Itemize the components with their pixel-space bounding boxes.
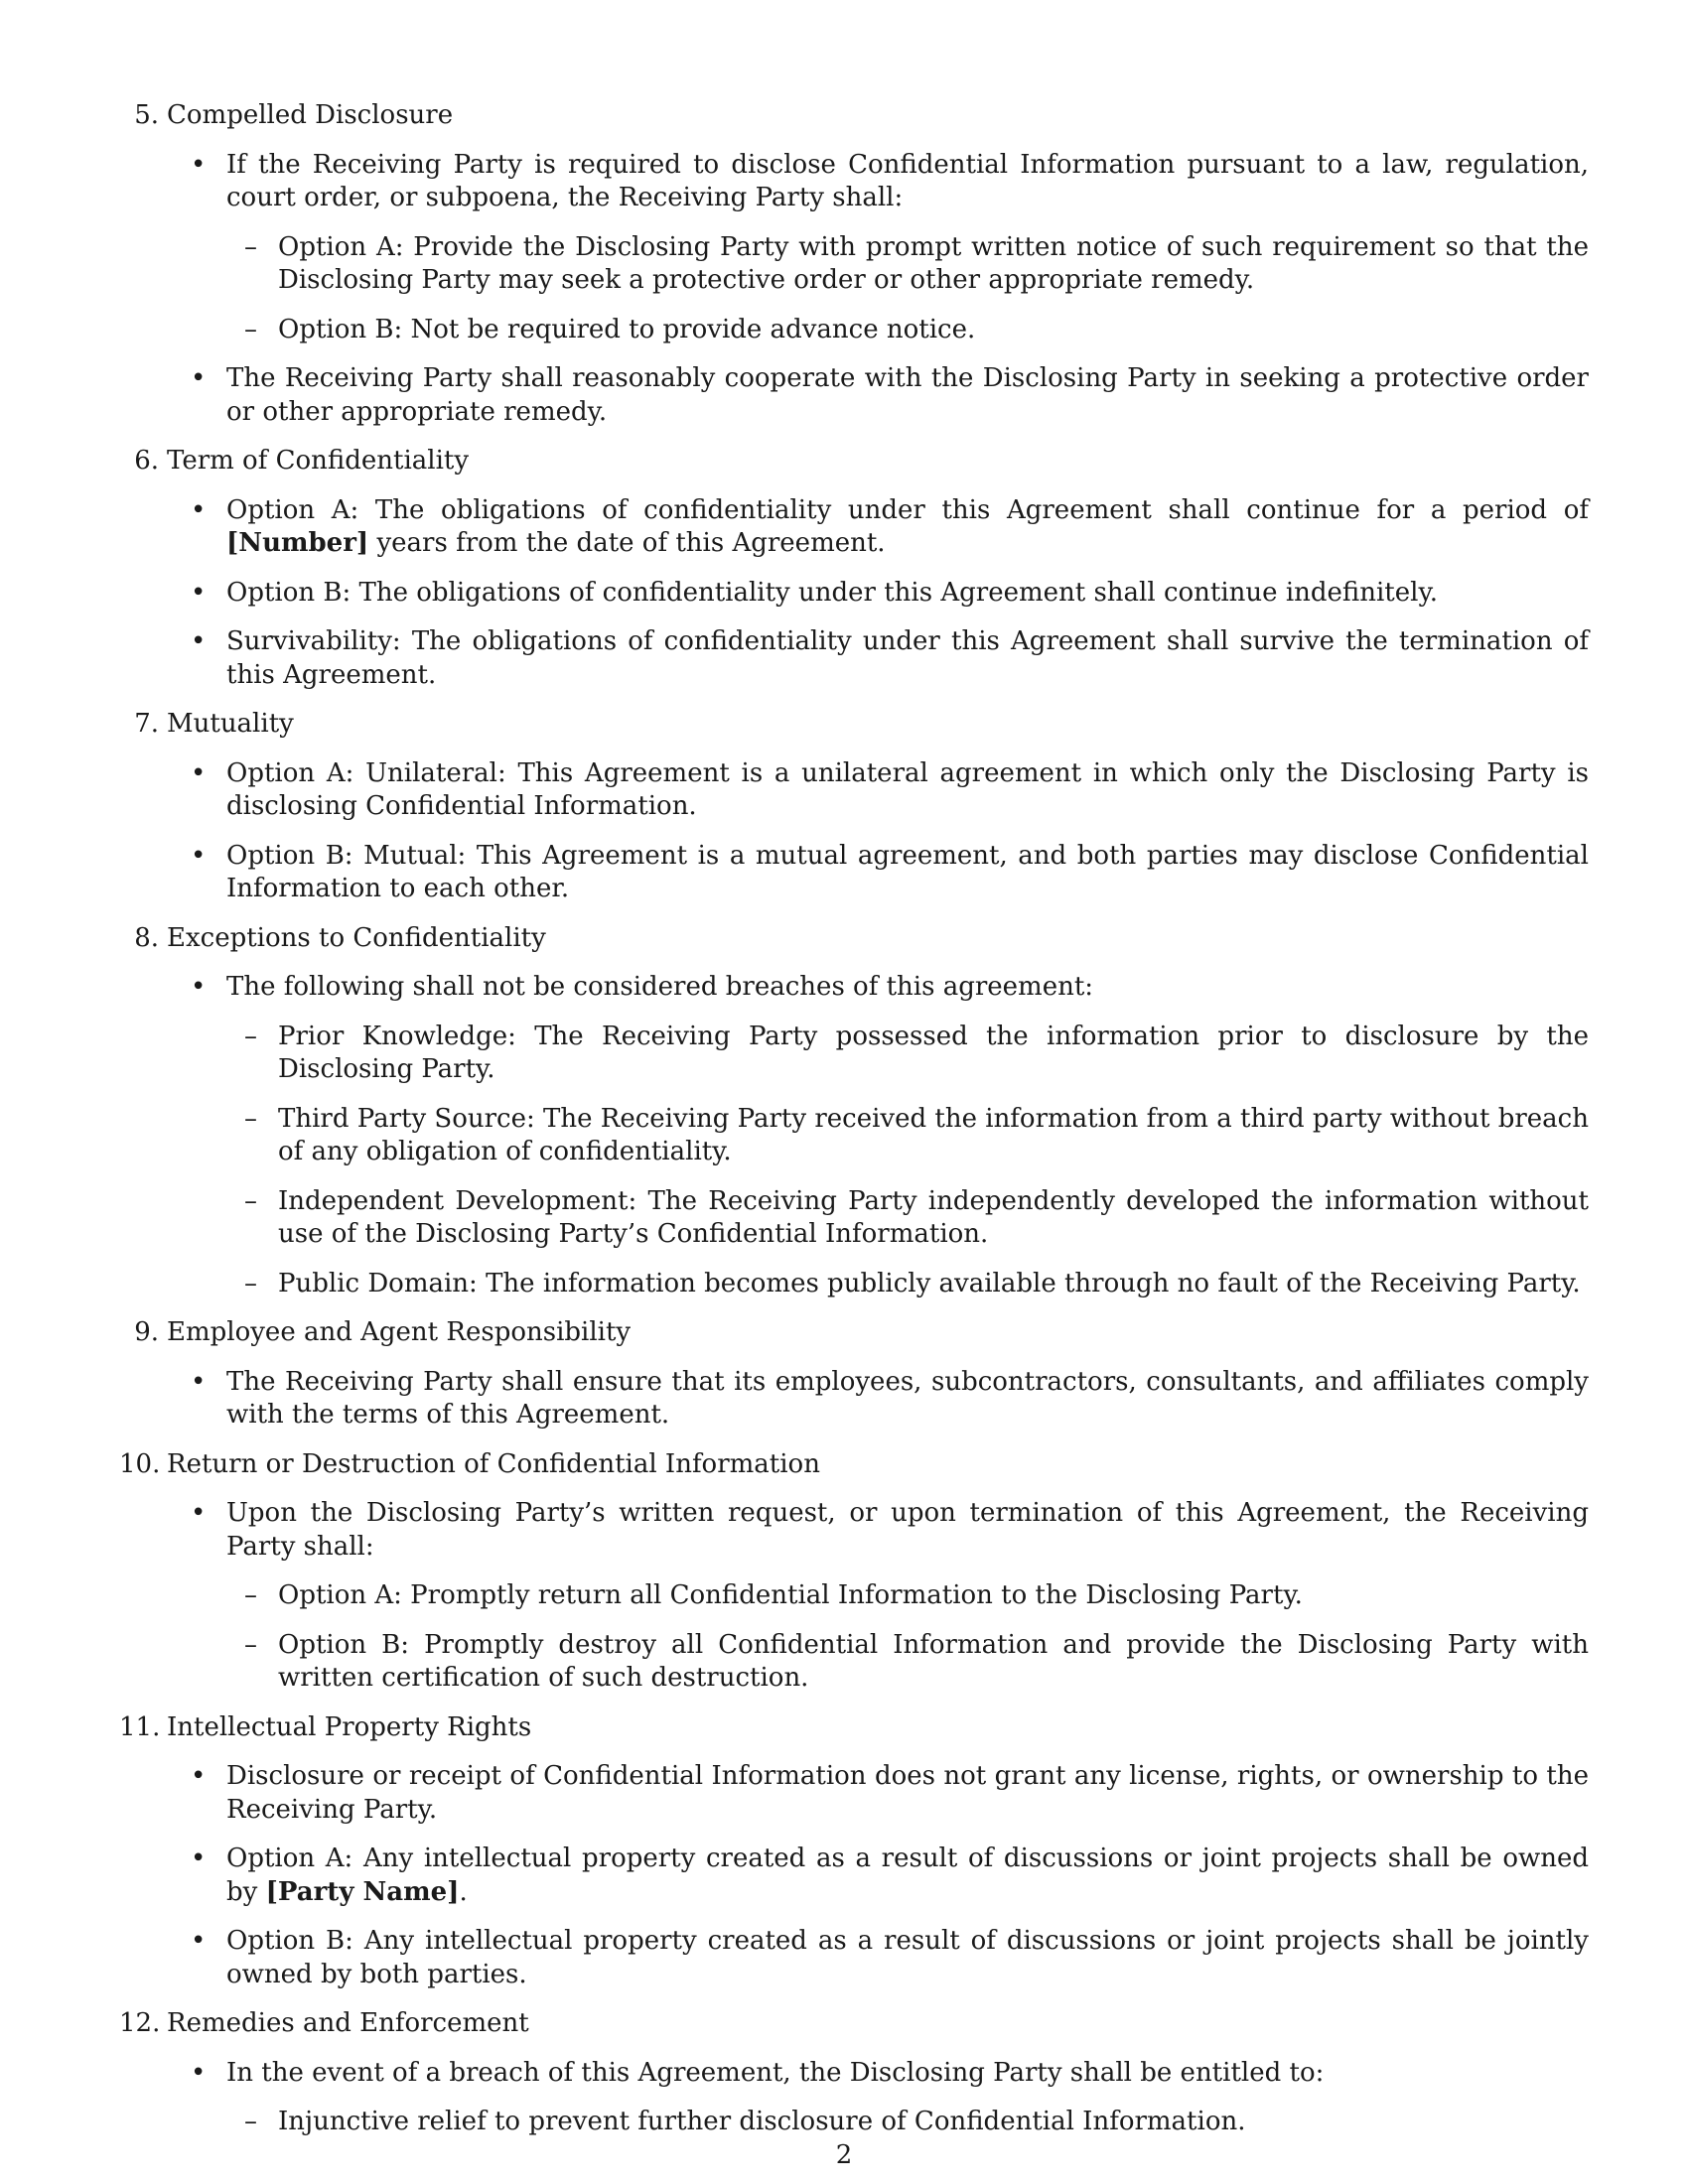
sub-list-item [167,1021,1589,1087]
item-text [278,314,1589,347]
list-item [167,1760,1589,1827]
document-body [119,99,1589,2155]
sub-list-item [167,314,1589,347]
bullet-marker: • [191,149,207,180]
item-text-part: The Receiving Party shall reasonably cooperate with the Disclosing Party in seeking a protective order or other appropriate remedy. [226,363,1589,427]
bullet-marker: • [191,363,207,393]
sub-list-item [167,1103,1589,1169]
list-item [167,1843,1589,1909]
list-item [167,362,1589,429]
item-text [226,1497,1589,1564]
list-item [167,971,1589,1005]
section [119,708,1589,906]
item-text-part: Independent Development: The Receiving Party independently developed the information without use of the Disclosing Party’s Confidential Information. [278,1185,1589,1249]
bullet-marker: • [191,577,207,608]
list-item [167,494,1589,561]
item-text [226,149,1589,215]
section-number: 6. [134,446,159,476]
item-text [226,757,1589,824]
section-title: Intellectual Property Rights [167,1711,532,1742]
section [119,99,1589,429]
bullet-marker: • [191,1843,207,1873]
item-text-part: Disclosure or receipt of Confidential Information does not grant any license, rights, or ownership to the Receiving Party. [226,1761,1589,1825]
list-item [167,577,1589,611]
list-item [167,1366,1589,1433]
placeholder-field: [Party Name] [265,1876,460,1907]
section-title: Mutuality [167,709,294,739]
dash-marker: – [244,231,257,262]
section [119,1711,1589,1992]
sub-list-item [167,1185,1589,1252]
list-item [167,625,1589,692]
dash-marker: – [244,2107,257,2136]
dash-marker: – [244,1580,257,1610]
section-title: Compelled Disclosure [167,100,454,130]
item-text [278,1185,1589,1252]
section-title: Return or Destruction of Confidential Information [167,1448,820,1479]
section-number: 10. [119,1448,161,1479]
item-text [226,494,1589,561]
item-text-part: Option B: Not be required to provide advance notice. [278,314,976,344]
item-text [278,2106,1589,2139]
item-text [278,1103,1589,1169]
item-text-part: Option B: Promptly destroy all Confidential Information and provide the Disclosing Party with written certification of such destruction. [278,1629,1589,1693]
sub-list-item [167,231,1589,298]
item-text-part: Option A: Promptly return all Confidential Information to the Disclosing Party. [278,1580,1303,1610]
dash-marker: – [244,1021,257,1051]
item-text-part: Survivability: The obligations of confidentiality under this Agreement shall survive the termination of this Agreement. [226,626,1589,690]
section [119,1448,1589,1696]
item-text [278,1268,1589,1301]
sub-list-item [167,1579,1589,1613]
list-item [167,1925,1589,1991]
dash-marker: – [244,1629,257,1660]
list-item [167,2057,1589,2091]
item-text-part: Option A: Any intellectual property created as a result of discussions or joint projects shall be owned by [226,1843,1589,1907]
item-text-part: If the Receiving Party is required to disclose Confidential Information pursuant to a law, regulation, court order, or subpoena, the Receiving Party shall: [226,149,1589,212]
section-title: Term of Confidentiality [167,446,470,476]
item-text-part: Upon the Disclosing Party’s written request, or upon termination of this Agreement, the Receiving Party shall: [226,1498,1589,1562]
item-text [226,1925,1589,1991]
item-text-part: Option B: Any intellectual property created as a result of discussions or joint projects shall be jointly owned by both parties. [226,1926,1589,1989]
item-text [226,840,1589,906]
bullet-marker: • [191,840,207,871]
section [119,2007,1589,2139]
item-text [226,1760,1589,1827]
section-title: Employee and Agent Responsibility [167,1317,632,1347]
item-text-part: Injunctive relief to prevent further disclosure of Confidential Information. [278,2107,1246,2136]
item-text [278,231,1589,298]
bullet-marker: • [191,2057,207,2088]
item-text [278,1579,1589,1613]
item-text-part: The Receiving Party shall ensure that its employees, subcontractors, consultants, and affiliates comply with the terms of this Agreement. [226,1366,1589,1430]
item-text-part: years from the date of this Agreement. [368,528,886,558]
item-text-part: In the event of a breach of this Agreement, the Disclosing Party shall be entitled to: [226,2057,1325,2088]
list-item [167,149,1589,215]
sub-list-item [167,2106,1589,2139]
dash-marker: – [244,314,257,344]
section [119,445,1589,692]
sub-list-item [167,1268,1589,1301]
section [119,1316,1589,1433]
list-item [167,1497,1589,1564]
list-item [167,757,1589,824]
item-text-part: Option A: The obligations of confidentiality under this Agreement shall continue for a period of [226,494,1589,525]
bullet-marker: • [191,757,207,788]
dash-marker: – [244,1185,257,1216]
item-text-part: Option B: The obligations of confidentiality under this Agreement shall continue indefinitely. [226,577,1438,608]
dash-marker: – [244,1268,257,1298]
item-text-part: Option B: Mutual: This Agreement is a mutual agreement, and both parties may disclose Confidential Information to each other. [226,840,1589,903]
item-text [278,1629,1589,1696]
item-text-part: The following shall not be considered breaches of this agreement: [226,972,1094,1002]
item-text-part: Option A: Unilateral: This Agreement is a unilateral agreement in which only the Disclosing Party is disclosing Confidential Information. [226,757,1589,821]
sub-list-item [167,1629,1589,1696]
bullet-marker: • [191,972,207,1002]
section-title: Exceptions to Confidentiality [167,922,546,953]
section-number: 5. [134,100,159,130]
section [119,922,1589,1301]
placeholder-field: [Number] [226,528,369,558]
item-text-part: Public Domain: The information becomes publicly available through no fault of the Receiving Party. [278,1268,1581,1298]
item-text [226,362,1589,429]
item-text [226,1366,1589,1433]
bullet-marker: • [191,1926,207,1956]
section-title: Remedies and Enforcement [167,2008,529,2038]
item-text [226,1843,1589,1909]
item-text [226,625,1589,692]
section-number: 11. [119,1711,161,1742]
item-text-part: . [459,1876,468,1907]
section-number: 8. [134,922,159,953]
page-number: 2 [835,2140,853,2170]
bullet-marker: • [191,626,207,656]
bullet-marker: • [191,1761,207,1791]
item-text-part: Option A: Provide the Disclosing Party with prompt written notice of such requirement so that the Disclosing Party may seek a protective order or other appropriate remedy. [278,231,1589,295]
dash-marker: – [244,1103,257,1134]
item-text [226,2057,1589,2091]
list-item [167,840,1589,906]
item-text-part: Prior Knowledge: The Receiving Party possessed the information prior to disclosure by the Disclosing Party. [278,1021,1589,1084]
bullet-marker: • [191,494,207,525]
section-number: 7. [134,709,159,739]
item-text [226,577,1589,611]
bullet-marker: • [191,1498,207,1528]
section-number: 12. [119,2008,161,2038]
item-text-part: Third Party Source: The Receiving Party received the information from a third party without breach of any obligation of confidentiality. [278,1103,1589,1166]
bullet-marker: • [191,1366,207,1397]
section-number: 9. [134,1317,159,1347]
item-text [278,1021,1589,1087]
item-text [226,971,1589,1005]
